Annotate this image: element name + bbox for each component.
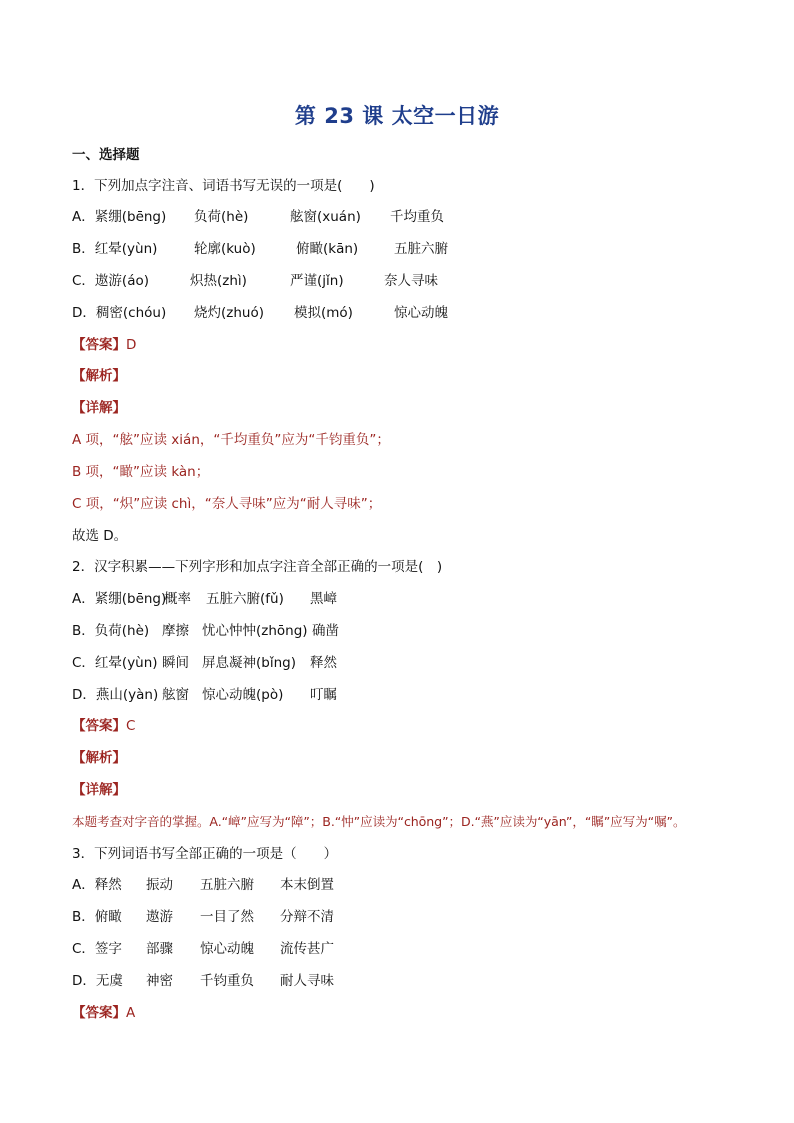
option-text: 摩擦 [162, 623, 189, 639]
question-2-detail-label: 【详解】 [72, 782, 126, 798]
option-text: C．签字 [72, 941, 122, 957]
option-text: B．俯瞰 [72, 909, 122, 925]
question-2-explanation: 本题考查对字音的掌握。A.“嶂”应写为“障”；B.“忡”应读为“chōng”；D.“燕”应读为“yān”，“瞩”应写为“嘱”。 [72, 814, 686, 829]
option-text: 神密 [146, 973, 173, 989]
question-2-stem: 2．汉字积累——下列字形和加点字注音全部正确的一项是( ) [72, 559, 443, 575]
answer-label: 【答案】 [72, 337, 126, 353]
option-text: 流传甚广 [280, 941, 334, 957]
option-text: 本末倒置 [280, 877, 334, 893]
question-1-explanation-b: B 项，“瞰”应读 kàn； [72, 464, 210, 480]
option-text: A．释然 [72, 877, 122, 893]
option-text: 模拟(mó) [294, 305, 353, 321]
option-text: 烧灼(zhuó) [194, 305, 264, 321]
option-text: 部骤 [146, 941, 173, 957]
option-text: A．紧绷(bēng) [72, 209, 167, 225]
question-1-explanation-c: C 项，“炽”应读 chì，“奈人寻味”应为“耐人寻味”； [72, 496, 382, 512]
option-text: D．稠密(chóu) [72, 305, 167, 321]
question-3-answer [72, 1003, 135, 1023]
option-text: 一目了然 [200, 909, 254, 925]
option-text: C．红晕(yùn) [72, 655, 158, 671]
option-text: 概率 [164, 591, 191, 607]
option-text: 瞬间 [162, 655, 189, 671]
option-text: 黑嶂 [310, 591, 337, 607]
page-title: 第 23 课 太空一日游 [294, 104, 500, 128]
option-text: 俯瞰(kān) [296, 241, 359, 257]
answer-value: D [126, 337, 137, 353]
option-text: 屏息凝神(bǐng) [202, 655, 296, 671]
option-text: 释然 [310, 655, 337, 671]
option-text: C．遨游(áo) [72, 273, 149, 289]
option-text: 奈人寻味 [384, 273, 438, 289]
question-2-answer [72, 716, 135, 736]
question-1-answer [72, 335, 136, 355]
option-text: A．紧绷(bēng) [72, 591, 167, 607]
option-text: 惊心动魄 [200, 941, 254, 957]
question-1-conclusion: 故选 D。 [72, 528, 128, 544]
question-1-explanation-a: A 项，“舷”应读 xián，“千均重负”应为“千钧重负”； [72, 432, 390, 448]
question-1-detail-label: 【详解】 [72, 400, 126, 416]
option-text: 炽热(zhì) [190, 273, 247, 289]
option-text: 五脏六腑 [200, 877, 254, 893]
option-text: 轮廓(kuò) [194, 241, 256, 257]
option-text: 五脏六腑 [394, 241, 448, 257]
option-text: 振动 [146, 877, 173, 893]
option-text: 惊心动魄 [394, 305, 448, 321]
question-1-stem: 1．下列加点字注音、词语书写无误的一项是( ) [72, 178, 375, 194]
option-text: 耐人寻味 [280, 973, 334, 989]
section-heading: 一、选择题 [72, 147, 140, 163]
option-text: 舷窗 [162, 687, 189, 703]
option-text: 五脏六腑(fǔ) [206, 591, 284, 607]
question-2-analysis-label: 【解析】 [72, 750, 126, 766]
answer-label: 【答案】 [72, 718, 126, 734]
option-text: 忧心忡忡(zhōng) [202, 623, 308, 639]
option-text: 遨游 [146, 909, 173, 925]
option-text: 千钧重负 [200, 973, 254, 989]
option-text: 千均重负 [390, 209, 444, 225]
option-text: 分辩不清 [280, 909, 334, 925]
option-text: B．负荷(hè) [72, 623, 150, 639]
answer-label: 【答案】 [72, 1005, 126, 1021]
option-text: D．燕山(yàn) [72, 687, 159, 703]
option-text: D．无虞 [72, 973, 123, 989]
answer-value: C [126, 718, 136, 734]
answer-value: A [126, 1005, 136, 1021]
option-text: 舷窗(xuán) [290, 209, 361, 225]
option-text: 确凿 [312, 623, 339, 639]
option-text: 负荷(hè) [194, 209, 249, 225]
option-text: 叮瞩 [310, 687, 337, 703]
option-text: 惊心动魄(pò) [202, 687, 284, 703]
question-1-analysis-label: 【解析】 [72, 368, 126, 384]
option-text: 严谨(jǐn) [290, 273, 344, 289]
option-text: B．红晕(yùn) [72, 241, 158, 257]
question-3-stem: 3．下列词语书写全部正确的一项是（ ） [72, 846, 338, 862]
